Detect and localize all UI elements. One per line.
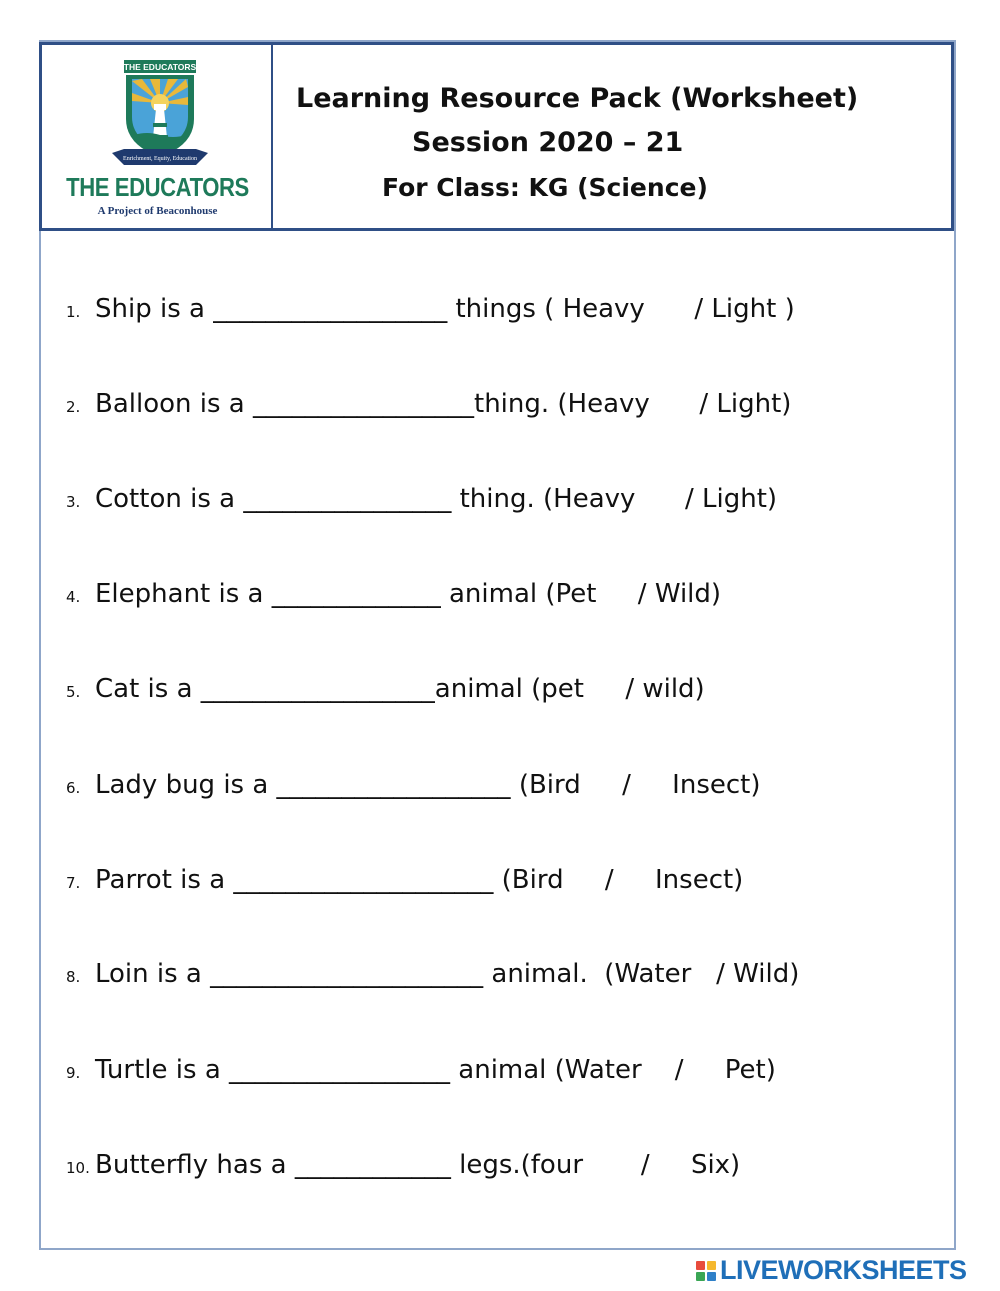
question-number: 10. [66,1159,90,1177]
question-item[interactable] [66,294,795,324]
question-item[interactable] [66,579,721,609]
question-text: Turtle is a _________________ animal (Water / Pet) [95,1055,776,1085]
question-number: 5. [66,683,81,701]
question-text: Lady bug is a __________________ (Bird / Insect) [95,770,761,800]
question-text: Elephant is a _____________ animal (Pet / Wild) [95,579,722,609]
question-item[interactable] [66,1055,776,1085]
liveworksheets-brand[interactable] [696,1255,967,1286]
logo-banner-text: THE EDUCATORS [123,62,197,72]
question-number: 7. [66,874,81,892]
question-text: Loin is a _____________________ animal. (Water / Wild) [95,959,800,989]
worksheet-header [39,42,954,231]
question-item[interactable] [66,865,743,895]
logo-subtitle: A Project of Beaconhouse [97,205,218,217]
worksheet-title: Learning Resource Pack (Worksheet) [296,83,859,114]
session-label: Session 2020 – 21 [412,127,684,158]
title-block [274,45,951,228]
question-number: 3. [66,493,81,511]
question-number: 1. [66,303,81,321]
logo-ribbon-text: Enrichment, Equity, Education [123,156,197,162]
question-number: 6. [66,779,81,797]
liveworksheets-logo-icon [696,1261,716,1281]
question-text: Parrot is a ____________________ (Bird / Insect) [95,865,744,895]
question-item[interactable] [66,1150,740,1180]
question-number: 8. [66,968,81,986]
lighthouse-shield-icon [102,57,218,173]
question-text: Butterfly has a ____________ legs.(four / Six) [95,1150,741,1180]
school-logo [42,45,273,228]
question-number: 9. [66,1064,81,1082]
question-number: 4. [66,588,81,606]
question-item[interactable] [66,770,761,800]
question-number: 2. [66,398,81,416]
question-text: Ship is a __________________ things ( Heavy / Light ) [95,294,795,324]
question-item[interactable] [66,674,705,704]
brand-text: LIVEWORKSHEETS [720,1255,967,1285]
class-label: For Class: KG (Science) [382,173,708,202]
question-text: Cat is a __________________animal (pet / wild) [95,674,705,704]
question-text: Balloon is a _________________thing. (Heavy / Light) [95,389,792,419]
question-item[interactable] [66,389,791,419]
question-text: Cotton is a ________________ thing. (Heavy / Light) [95,484,778,514]
question-item[interactable] [66,959,799,989]
logo-name: THE EDUCATORS [66,172,249,202]
question-item[interactable] [66,484,777,514]
